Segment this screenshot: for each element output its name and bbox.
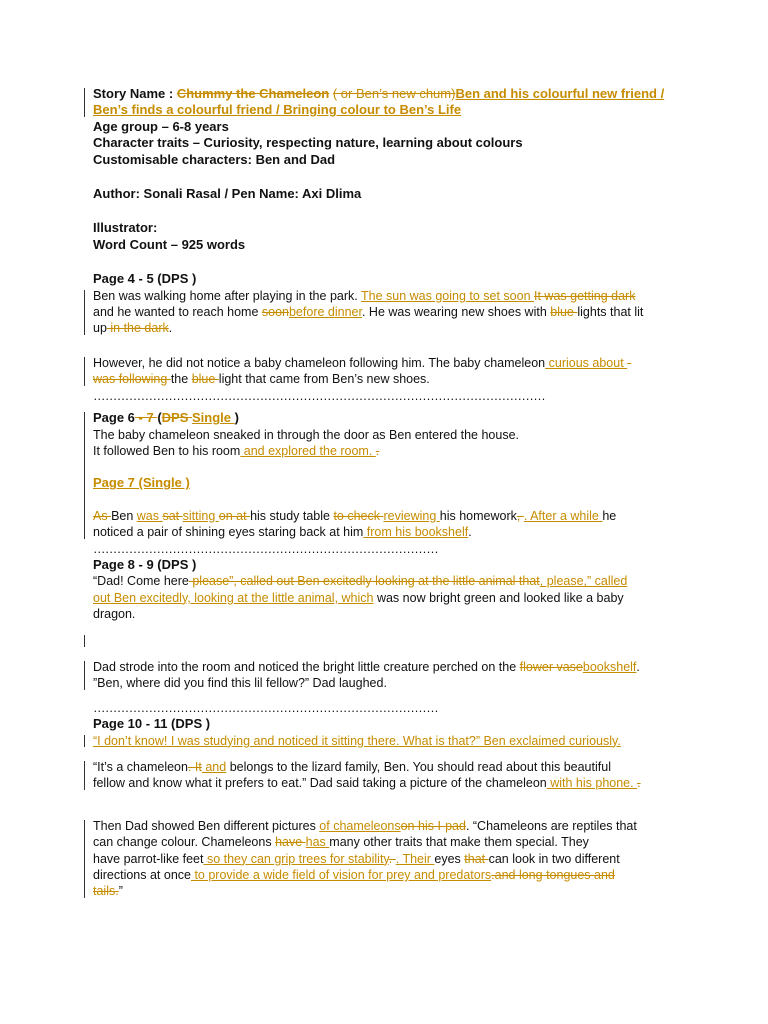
page-4-5-paragraph-2 [93, 355, 683, 388]
deleted-text: .and long tongues and [491, 868, 615, 883]
deleted-text: please”, called out Ben excitedly looking at the little animal that [188, 574, 540, 589]
age-group: Age group – 6-8 years [93, 118, 229, 134]
text-run: up [93, 321, 107, 336]
page-6-block: Page 6 - 7 (DPS Single ) The baby chameleon sneaked in through the door as Ben entered the house. It followed Ben to his room and explored the room. . Page 7 (Single ) As Ben was sat sitting on at his study table to check reviewing his homework, . After a while he noticed a pair of shining eyes staring back at him from his bookshelf. [93, 410, 683, 540]
deleted-text: As [93, 508, 112, 523]
character-traits: Character traits – Curiosity, respecting nature, learning about colours [93, 135, 523, 151]
page-7-heading: Page 7 (Single ) [93, 475, 190, 491]
inserted-text: out Ben excitedly, looking at the little animal, which [93, 590, 374, 605]
text-run: . He was wearing new shoes with [361, 305, 551, 320]
page-4-5-paragraph-1 [93, 288, 683, 337]
section-divider: …………………………………………………………………………… [93, 700, 439, 715]
deleted-text: tails. [93, 884, 119, 899]
text-run: . [168, 321, 173, 336]
page-10-11-heading: Page 10 - 11 (DPS ) [93, 716, 211, 732]
customisable-characters: Customisable characters: Ben and Dad [93, 151, 336, 167]
deleted-text: . [388, 851, 396, 866]
inserted-text: and explored the room. [240, 443, 376, 458]
inserted-text: so they can grip trees for stability [203, 851, 389, 866]
inserted-text: curious about [545, 355, 628, 370]
inserted-text: has [305, 835, 330, 850]
deleted-text: soon [261, 305, 289, 320]
inserted-text: bookshelf [582, 659, 637, 674]
inserted-title-1: Ben and his colourful new friend / [455, 86, 665, 101]
word-count: Word Count – 925 words [93, 236, 246, 252]
page-4-5-heading: Page 4 - 5 (DPS ) [93, 271, 197, 287]
deleted-text: blue [550, 305, 578, 320]
deleted-text: flower vase [519, 659, 583, 674]
section-divider: …………………………………………………………………………… [93, 541, 439, 556]
text-run: light that came from Ben’s new shoes. [218, 372, 430, 387]
text-run: It followed Ben to his room [93, 443, 241, 458]
deleted-text: that [464, 851, 489, 866]
inserted-text: of chameleons [319, 818, 401, 833]
text-run: and he wanted to reach home [93, 305, 262, 320]
story-name-block [93, 86, 683, 119]
deleted-text: to check [333, 508, 384, 523]
deleted-text: on his I-pad [400, 818, 466, 833]
inserted-text: to provide a wide field of vision for prey and predators [190, 868, 492, 883]
deleted-text: - [627, 355, 632, 370]
inserted-text: with his phone. [546, 776, 638, 791]
inserted-text: reviewing [383, 508, 440, 523]
inserted-text: sitting [182, 508, 219, 523]
inserted-text: . After a while [523, 508, 603, 523]
document-page [93, 86, 683, 900]
page-10-11-paragraph-2: “It’s a chameleon. It and belongs to the lizard family, Ben. You should read about this beautiful fellow and know what it prefers to eat.” Dad said taking a picture of the chameleon with his phone. . [93, 759, 683, 792]
section-divider: …………………………………………………………………………………………………… [93, 388, 546, 403]
inserted-text: was [136, 508, 163, 523]
deleted-title: Chummy the Chameleon [176, 86, 330, 101]
text-run: lights that lit [577, 305, 644, 320]
deleted-text: in the dark [106, 321, 169, 336]
deleted-text: It was getting dark [534, 288, 636, 303]
deleted-text: . It [187, 760, 202, 774]
deleted-text: . [375, 443, 380, 458]
text-run: the [170, 372, 192, 387]
deleted-text: sat [162, 508, 183, 523]
page-10-11-line-1 [93, 733, 683, 749]
deleted-text: - 7 [134, 410, 158, 426]
inserted-text: and [201, 760, 227, 774]
text-run: The baby chameleon sneaked in through the door as Ben entered the house. [93, 427, 519, 442]
inserted-text: from his bookshelf [363, 525, 469, 540]
deleted-text: , [516, 508, 524, 523]
deleted-text: DPS [161, 410, 193, 426]
story-name-line-2 [93, 102, 683, 118]
deleted-text: on at [218, 508, 251, 523]
text-run: However, he did not notice a baby chameleon following him. The baby chameleon [93, 355, 546, 370]
deleted-text: was following [93, 372, 171, 387]
deleted-subtitle: ( or Ben’s new chum) [332, 86, 456, 101]
page-8-9-heading: Page 8 - 9 (DPS ) [93, 556, 197, 572]
inserted-text: The sun was going to set soon [360, 288, 535, 303]
deleted-text: blue [191, 372, 219, 387]
page-6-heading: Page 6 - 7 (DPS Single ) [93, 410, 239, 426]
deleted-text: . [637, 776, 641, 791]
inserted-text: Single [192, 410, 235, 426]
story-name-label: Story Name : [93, 86, 177, 101]
inserted-text: . Their [395, 851, 435, 866]
deleted-text: have [275, 835, 306, 850]
page-10-11-paragraph-3: Then Dad showed Ben different pictures of chameleonson his I-pad. “Chameleons are reptiles that can change colour. Chameleons have has many other traits that make them special. They have parrot-like feet so they can grip trees for stability. . Their eyes that can look in two different directions at once to provide a wide field of vision for prey and predators.and long tongues and tails.” [93, 818, 683, 900]
text-run: Ben was walking home after playing in the park. [93, 288, 361, 303]
inserted-title-2: Ben’s finds a colourful friend / Bringing colour to Ben’s Life [93, 102, 462, 118]
page-8-9-paragraph-1: “Dad! Come here please”, called out Ben excitedly looking at the little animal that, please,” called out Ben excitedly, looking at the little animal, which was now bright green and looked like a baby dragon. [93, 574, 628, 622]
change-bar-spacer [93, 633, 683, 649]
story-name-line [93, 86, 683, 102]
page-8-9-paragraph-2: Dad strode into the room and noticed the bright little creature perched on the flower vasebookshelf. ”Ben, where did you find this lil fellow?” Dad laughed. [93, 659, 683, 692]
inserted-text: before dinner [288, 305, 362, 320]
author-line: Author: Sonali Rasal / Pen Name: Axi Dlima [93, 186, 362, 202]
inserted-text: , please,” called [539, 574, 628, 589]
inserted-text: “I don’t know! I was studying and noticed it sitting there. What is that?” Ben exclaimed curiously. [93, 733, 621, 748]
illustrator-line: Illustrator: [93, 220, 158, 236]
